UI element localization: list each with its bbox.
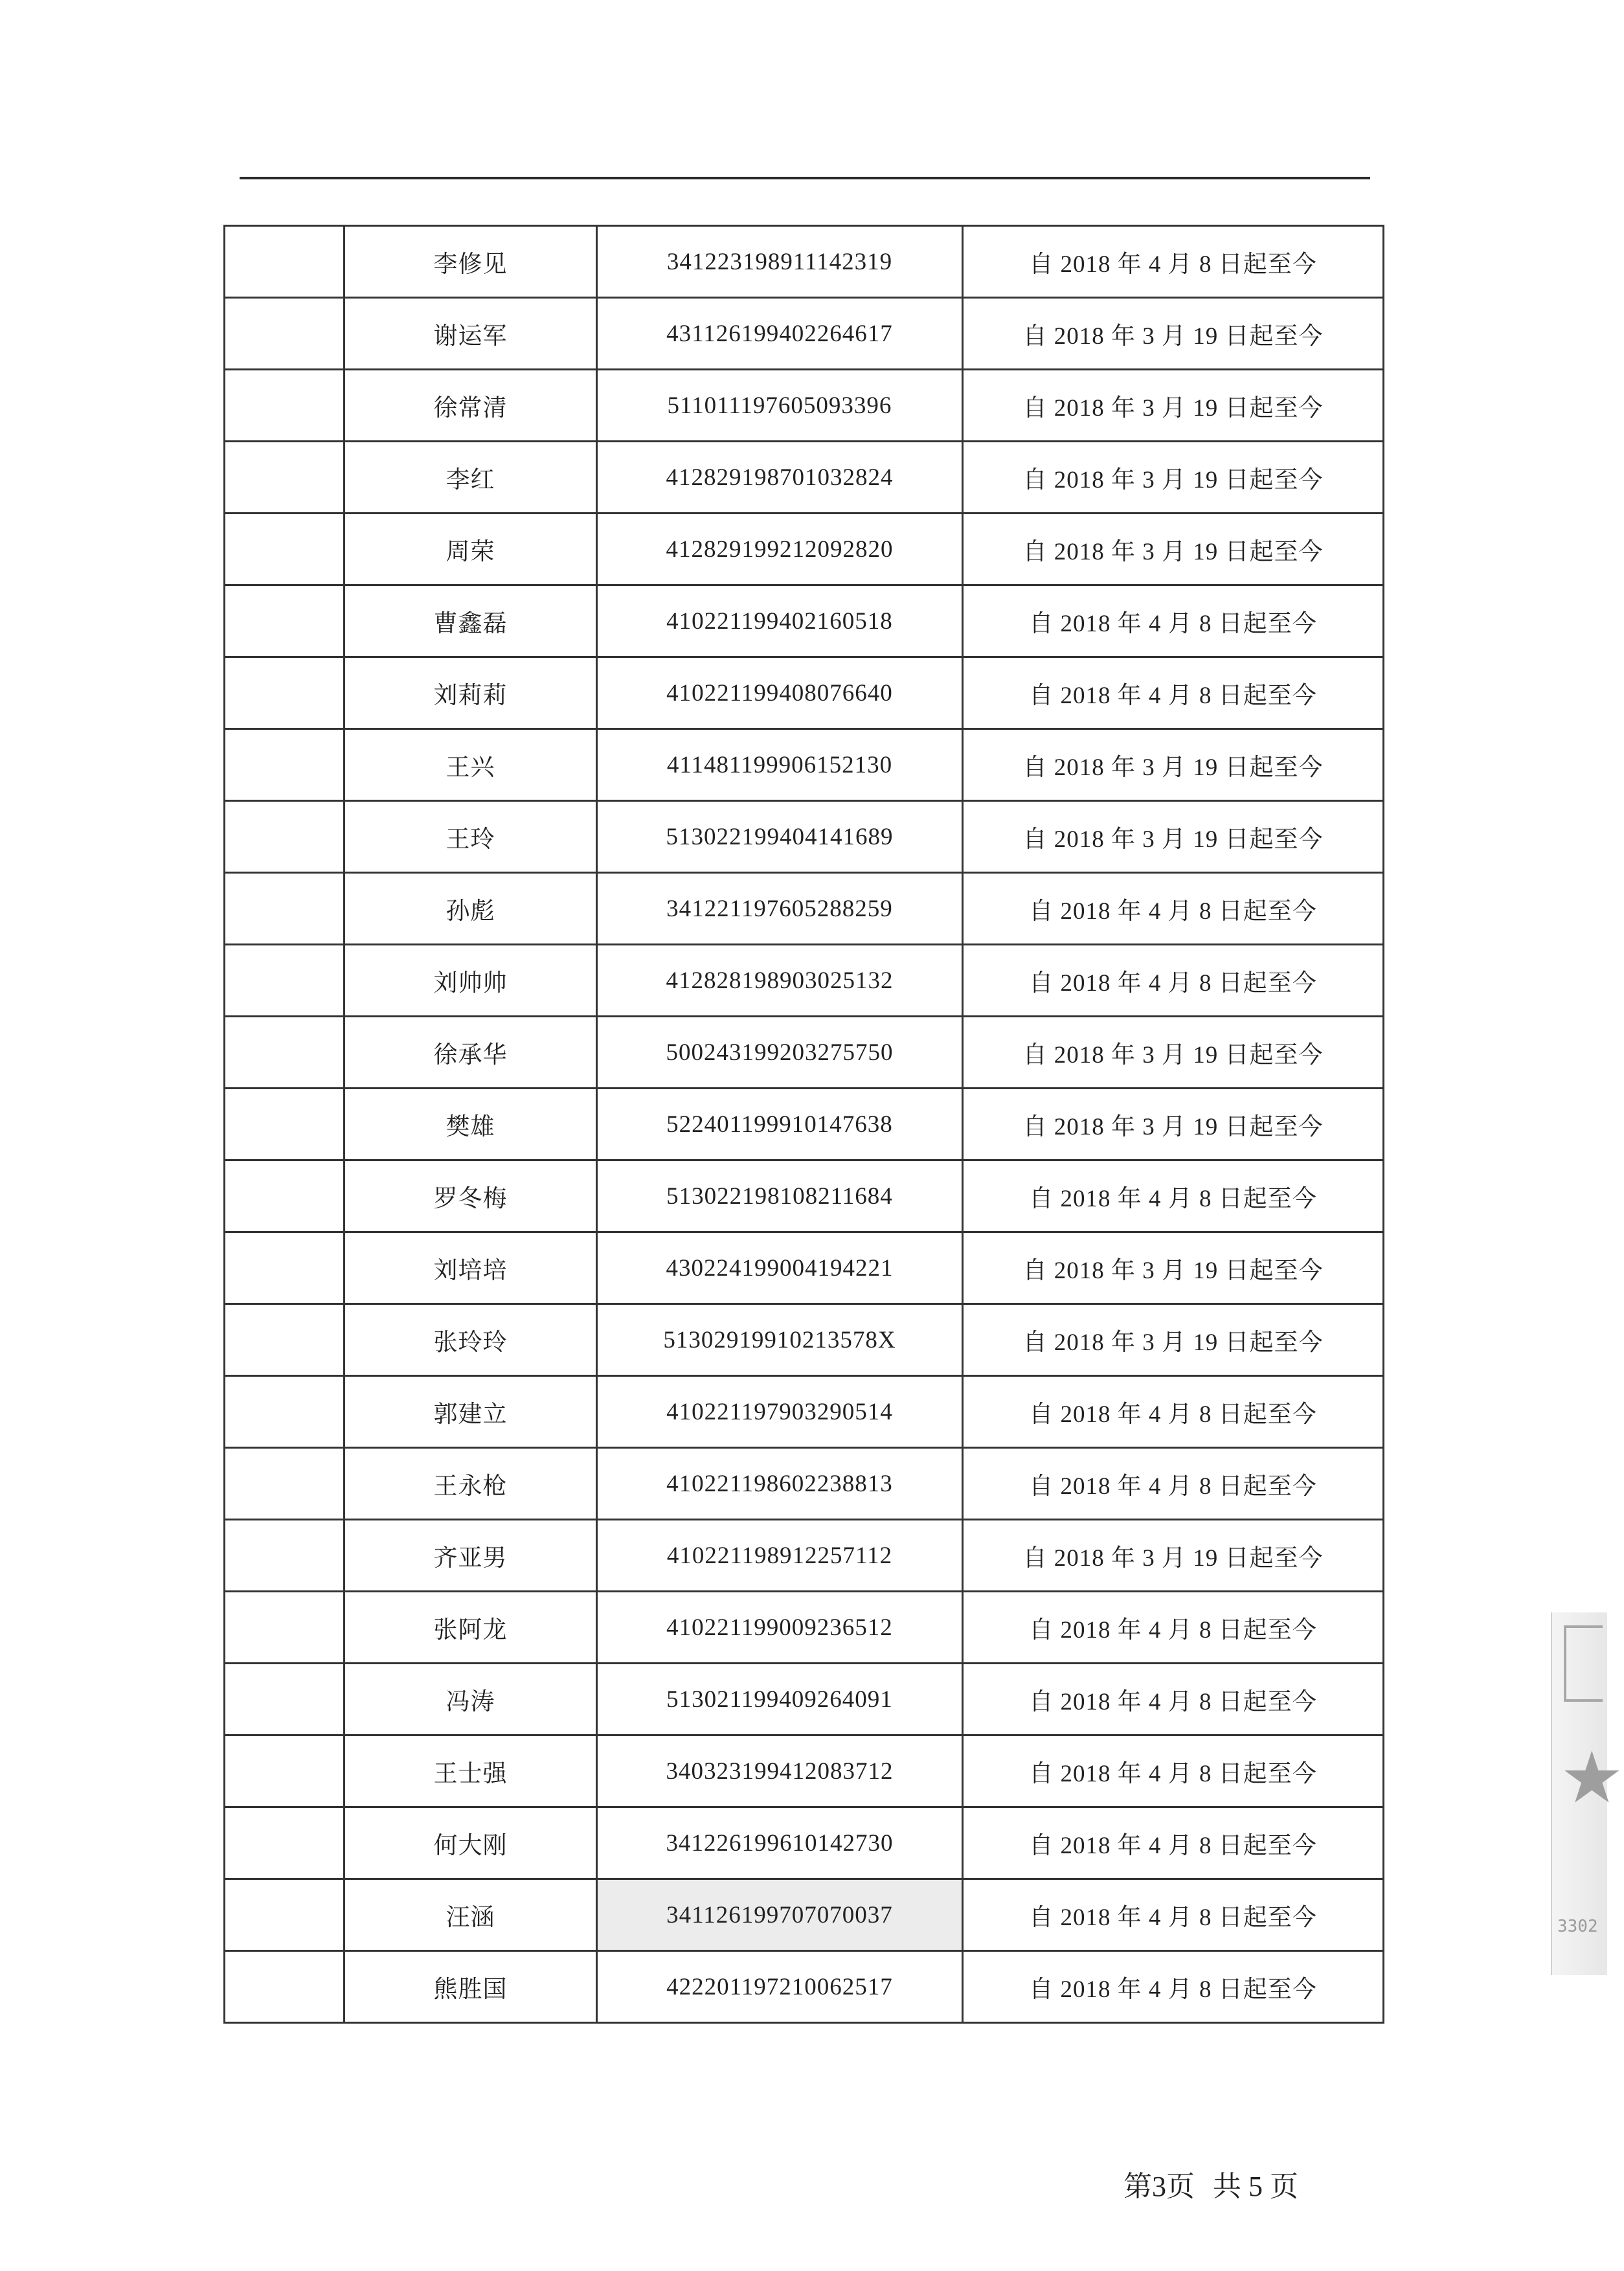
header-rule bbox=[240, 177, 1370, 179]
name-cell: 王士强 bbox=[344, 1735, 597, 1807]
name-cell: 何大刚 bbox=[344, 1807, 597, 1879]
id-number-cell: 410221199009236512 bbox=[597, 1592, 963, 1664]
table-row bbox=[225, 729, 1384, 801]
blank-cell bbox=[225, 801, 344, 873]
name-cell: 王兴 bbox=[344, 729, 597, 801]
name-cell: 齐亚男 bbox=[344, 1520, 597, 1592]
blank-cell bbox=[225, 1735, 344, 1807]
name-cell: 谢运军 bbox=[344, 298, 597, 370]
table-row bbox=[225, 370, 1384, 442]
blank-cell bbox=[225, 1089, 344, 1160]
period-cell: 自 2018 年 4 月 8 日起至今 bbox=[963, 1376, 1384, 1448]
period-cell: 自 2018 年 3 月 19 日起至今 bbox=[963, 370, 1384, 442]
page-current: 第3页 bbox=[1123, 2171, 1195, 2202]
period-cell: 自 2018 年 3 月 19 日起至今 bbox=[963, 801, 1384, 873]
blank-cell bbox=[225, 945, 344, 1017]
id-number-cell: 340323199412083712 bbox=[597, 1735, 963, 1807]
name-cell: 刘莉莉 bbox=[344, 657, 597, 729]
name-cell: 孙彪 bbox=[344, 873, 597, 945]
period-cell: 自 2018 年 3 月 19 日起至今 bbox=[963, 1520, 1384, 1592]
period-cell: 自 2018 年 4 月 8 日起至今 bbox=[963, 1592, 1384, 1664]
blank-cell bbox=[225, 370, 344, 442]
table-row bbox=[225, 1735, 1384, 1807]
id-number-cell: 341226199610142730 bbox=[597, 1807, 963, 1879]
name-cell: 樊雄 bbox=[344, 1089, 597, 1160]
name-cell: 罗冬梅 bbox=[344, 1160, 597, 1232]
period-cell: 自 2018 年 4 月 8 日起至今 bbox=[963, 873, 1384, 945]
table-row bbox=[225, 1520, 1384, 1592]
table-row bbox=[225, 1376, 1384, 1448]
period-cell: 自 2018 年 3 月 19 日起至今 bbox=[963, 1304, 1384, 1376]
blank-cell bbox=[225, 1376, 344, 1448]
table-row bbox=[225, 1448, 1384, 1520]
page-footer bbox=[1123, 2163, 1298, 2204]
table-row bbox=[225, 1232, 1384, 1304]
table-row bbox=[225, 873, 1384, 945]
id-number-cell: 341126199707070037 bbox=[597, 1879, 963, 1951]
period-cell: 自 2018 年 4 月 8 日起至今 bbox=[963, 1160, 1384, 1232]
table-row bbox=[225, 1807, 1384, 1879]
table-row bbox=[225, 1089, 1384, 1160]
table-row bbox=[225, 801, 1384, 873]
table-row bbox=[225, 298, 1384, 370]
period-cell: 自 2018 年 4 月 8 日起至今 bbox=[963, 1879, 1384, 1951]
blank-cell bbox=[225, 1304, 344, 1376]
name-cell: 王永枪 bbox=[344, 1448, 597, 1520]
stamp-star-icon: ★ bbox=[1560, 1736, 1624, 1819]
id-number-cell: 513022198108211684 bbox=[597, 1160, 963, 1232]
blank-cell bbox=[225, 298, 344, 370]
blank-cell bbox=[225, 226, 344, 298]
table-row bbox=[225, 226, 1384, 298]
side-stamp bbox=[1551, 1612, 1624, 1975]
blank-cell bbox=[225, 729, 344, 801]
id-number-cell: 410221198602238813 bbox=[597, 1448, 963, 1520]
blank-cell bbox=[225, 514, 344, 585]
period-cell: 自 2018 年 3 月 19 日起至今 bbox=[963, 1232, 1384, 1304]
blank-cell bbox=[225, 1520, 344, 1592]
id-number-cell: 511011197605093396 bbox=[597, 370, 963, 442]
period-cell: 自 2018 年 3 月 19 日起至今 bbox=[963, 298, 1384, 370]
blank-cell bbox=[225, 1664, 344, 1735]
period-cell: 自 2018 年 3 月 19 日起至今 bbox=[963, 1017, 1384, 1089]
table-row bbox=[225, 585, 1384, 657]
name-cell: 刘培培 bbox=[344, 1232, 597, 1304]
period-cell: 自 2018 年 4 月 8 日起至今 bbox=[963, 1448, 1384, 1520]
period-cell: 自 2018 年 4 月 8 日起至今 bbox=[963, 1664, 1384, 1735]
id-number-cell: 411481199906152130 bbox=[597, 729, 963, 801]
period-cell: 自 2018 年 3 月 19 日起至今 bbox=[963, 729, 1384, 801]
table-row bbox=[225, 514, 1384, 585]
table-row bbox=[225, 1879, 1384, 1951]
period-cell: 自 2018 年 4 月 8 日起至今 bbox=[963, 1951, 1384, 2023]
table-row bbox=[225, 1592, 1384, 1664]
stamp-number: 3302 bbox=[1557, 1917, 1598, 1936]
table-row bbox=[225, 1664, 1384, 1735]
period-cell: 自 2018 年 3 月 19 日起至今 bbox=[963, 1089, 1384, 1160]
id-number-cell: 430224199004194221 bbox=[597, 1232, 963, 1304]
blank-cell bbox=[225, 657, 344, 729]
name-cell: 汪涵 bbox=[344, 1879, 597, 1951]
table-row bbox=[225, 1017, 1384, 1089]
stamp-glyph-mark bbox=[1564, 1625, 1603, 1702]
name-cell: 冯涛 bbox=[344, 1664, 597, 1735]
period-cell: 自 2018 年 4 月 8 日起至今 bbox=[963, 1807, 1384, 1879]
table-row bbox=[225, 1304, 1384, 1376]
page-total: 共 5 页 bbox=[1213, 2171, 1298, 2202]
personnel-table-body bbox=[225, 226, 1384, 2023]
table-row bbox=[225, 657, 1384, 729]
blank-cell bbox=[225, 585, 344, 657]
id-number-cell: 513021199409264091 bbox=[597, 1664, 963, 1735]
id-number-cell: 410221198912257112 bbox=[597, 1520, 963, 1592]
period-cell: 自 2018 年 4 月 8 日起至今 bbox=[963, 585, 1384, 657]
blank-cell bbox=[225, 442, 344, 514]
name-cell: 张阿龙 bbox=[344, 1592, 597, 1664]
name-cell: 徐承华 bbox=[344, 1017, 597, 1089]
name-cell: 郭建立 bbox=[344, 1376, 597, 1448]
period-cell: 自 2018 年 3 月 19 日起至今 bbox=[963, 442, 1384, 514]
period-cell: 自 2018 年 4 月 8 日起至今 bbox=[963, 1735, 1384, 1807]
id-number-cell: 500243199203275750 bbox=[597, 1017, 963, 1089]
table-row bbox=[225, 442, 1384, 514]
blank-cell bbox=[225, 1951, 344, 2023]
blank-cell bbox=[225, 873, 344, 945]
period-cell: 自 2018 年 4 月 8 日起至今 bbox=[963, 945, 1384, 1017]
name-cell: 曹鑫磊 bbox=[344, 585, 597, 657]
id-number-cell: 410221199408076640 bbox=[597, 657, 963, 729]
id-number-cell: 341221197605288259 bbox=[597, 873, 963, 945]
table-row bbox=[225, 1951, 1384, 2023]
name-cell: 张玲玲 bbox=[344, 1304, 597, 1376]
personnel-table-wrapper bbox=[223, 225, 1382, 2024]
table-row bbox=[225, 945, 1384, 1017]
blank-cell bbox=[225, 1160, 344, 1232]
name-cell: 李红 bbox=[344, 442, 597, 514]
id-number-cell: 412828198903025132 bbox=[597, 945, 963, 1017]
period-cell: 自 2018 年 4 月 8 日起至今 bbox=[963, 657, 1384, 729]
blank-cell bbox=[225, 1017, 344, 1089]
table-row bbox=[225, 1160, 1384, 1232]
name-cell: 熊胜国 bbox=[344, 1951, 597, 2023]
blank-cell bbox=[225, 1807, 344, 1879]
blank-cell bbox=[225, 1592, 344, 1664]
id-number-cell: 412829199212092820 bbox=[597, 514, 963, 585]
name-cell: 周荣 bbox=[344, 514, 597, 585]
period-cell: 自 2018 年 3 月 19 日起至今 bbox=[963, 514, 1384, 585]
id-number-cell: 431126199402264617 bbox=[597, 298, 963, 370]
blank-cell bbox=[225, 1232, 344, 1304]
blank-cell bbox=[225, 1879, 344, 1951]
id-number-cell: 410221197903290514 bbox=[597, 1376, 963, 1448]
id-number-cell: 410221199402160518 bbox=[597, 585, 963, 657]
id-number-cell: 522401199910147638 bbox=[597, 1089, 963, 1160]
id-number-cell: 513022199404141689 bbox=[597, 801, 963, 873]
id-number-cell: 51302919910213578X bbox=[597, 1304, 963, 1376]
blank-cell bbox=[225, 1448, 344, 1520]
period-cell: 自 2018 年 4 月 8 日起至今 bbox=[963, 226, 1384, 298]
name-cell: 刘帅帅 bbox=[344, 945, 597, 1017]
personnel-table bbox=[223, 225, 1384, 2024]
id-number-cell: 422201197210062517 bbox=[597, 1951, 963, 2023]
id-number-cell: 412829198701032824 bbox=[597, 442, 963, 514]
name-cell: 徐常清 bbox=[344, 370, 597, 442]
name-cell: 李修见 bbox=[344, 226, 597, 298]
name-cell: 王玲 bbox=[344, 801, 597, 873]
id-number-cell: 341223198911142319 bbox=[597, 226, 963, 298]
